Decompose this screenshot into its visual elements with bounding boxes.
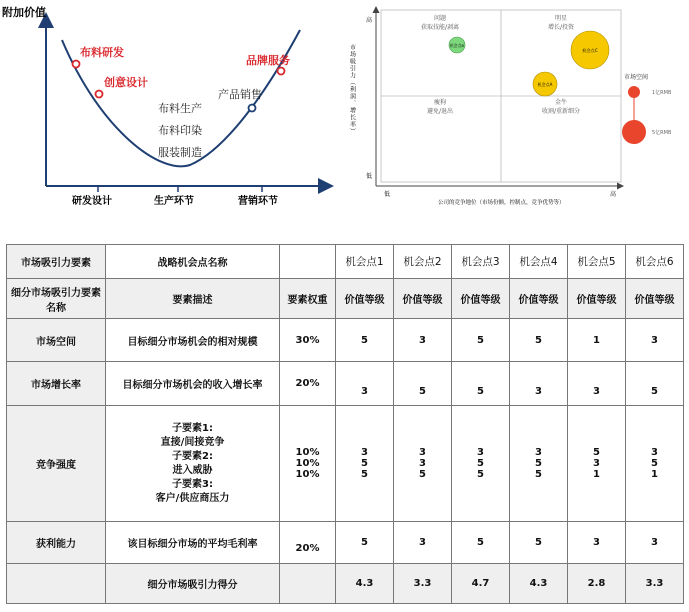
score-value: 4.7 — [452, 564, 510, 604]
table-subheader-row — [7, 279, 684, 319]
header-empty — [280, 245, 336, 279]
point-fabric-rd — [73, 61, 80, 68]
competition-values-2 — [394, 406, 452, 522]
header-option-3: 机会点3 — [452, 245, 510, 279]
competition-values-6 — [626, 406, 684, 522]
quadrant-dog-title: 瘦狗 — [433, 99, 447, 106]
label-fabric-production: 布料生产 — [158, 102, 202, 115]
competition-values-5 — [568, 406, 626, 522]
matrix-x-low: 低 — [384, 191, 391, 198]
subheader-value-level: 价值等级 — [336, 279, 394, 319]
sub-factor-weight: 10% — [295, 458, 320, 469]
row-value: 3 — [568, 522, 626, 564]
sub-value: 3 — [419, 458, 426, 469]
sub-factor-weight: 10% — [295, 469, 320, 480]
point-product-sales — [249, 105, 256, 112]
subheader-value-level: 价值等级 — [452, 279, 510, 319]
row-value: 1 — [568, 319, 626, 362]
sub-value: 5 — [651, 458, 658, 469]
legend-large-bubble — [622, 120, 646, 144]
legend-small-label: 1亿RMB — [652, 90, 672, 96]
header-factor: 市场吸引力要素 — [7, 245, 106, 279]
bcg-matrix-diagram — [340, 0, 689, 215]
row-factor-name: 竞争强度 — [7, 406, 106, 522]
x-tick-marketing: 营销环节 — [238, 196, 278, 207]
bubble-opportunity-b-label: 机会点B — [450, 43, 464, 48]
row-value: 3 — [394, 319, 452, 362]
row-value: 5 — [336, 319, 394, 362]
table-row — [7, 319, 684, 362]
x-tick-rd-design: 研发设计 — [72, 196, 112, 207]
row-factor-name: 获利能力 — [7, 522, 106, 564]
subheader-factor-name: 细分市场吸引力要素名称 — [7, 279, 106, 319]
sub-value: 5 — [419, 469, 426, 480]
legend-large-label: 5亿RMB — [652, 130, 672, 136]
competition-weights — [280, 406, 336, 522]
market-attractiveness-table — [6, 244, 684, 604]
header-option-5: 机会点5 — [568, 245, 626, 279]
row-value: 3 — [626, 319, 684, 362]
bubble-opportunity-a-label: 机会点A — [537, 82, 553, 87]
sub-value: 3 — [593, 458, 600, 469]
row-weight: 20% — [280, 362, 336, 406]
sub-value: 3 — [361, 447, 368, 458]
row-value: 5 — [452, 362, 510, 406]
matrix-y-low: 低 — [366, 173, 373, 180]
quadrant-question-title: 问题 — [433, 15, 447, 22]
sub-factor-desc: 客户/供应商压力 — [155, 492, 230, 504]
point-brand-service — [278, 68, 285, 75]
point-creative-design — [96, 91, 103, 98]
quadrant-cow-title: 金牛 — [554, 99, 568, 106]
sub-value: 5 — [477, 458, 484, 469]
sub-value: 5 — [535, 469, 542, 480]
row-description: 目标细分市场机会的收入增长率 — [106, 362, 280, 406]
sub-value: 3 — [651, 447, 658, 458]
header-option-2: 机会点2 — [394, 245, 452, 279]
label-creative-design: 创意设计 — [104, 76, 148, 89]
matrix-x-high: 高 — [610, 191, 617, 198]
row-value: 5 — [394, 362, 452, 406]
sub-value: 5 — [535, 458, 542, 469]
sub-factor-title: 子要素3: — [172, 478, 213, 490]
sub-value: 3 — [477, 447, 484, 458]
row-value: 5 — [510, 522, 568, 564]
score-value: 4.3 — [510, 564, 568, 604]
subheader-value-level: 价值等级 — [510, 279, 568, 319]
subheader-weight: 要素权重 — [280, 279, 336, 319]
smile-curve-diagram — [0, 0, 340, 215]
sub-factor-weight: 10% — [295, 447, 320, 458]
subheader-value-level: 价值等级 — [568, 279, 626, 319]
sub-value: 1 — [651, 469, 658, 480]
row-value: 3 — [510, 362, 568, 406]
bubble-opportunity-c-label: 机会点C — [582, 48, 598, 53]
table-header-row — [7, 245, 684, 279]
row-value: 3 — [336, 362, 394, 406]
sub-value: 5 — [593, 447, 600, 458]
row-description: 该目标细分市场的平均毛利率 — [106, 522, 280, 564]
quadrant-star-title: 明星 — [554, 15, 568, 22]
quadrant-dog-sub: 避免/退出 — [426, 108, 454, 115]
label-product-sales: 产品销售 — [218, 88, 262, 101]
header-opportunity-name: 战略机会点名称 — [106, 245, 280, 279]
table-row-competition — [7, 406, 684, 522]
legend-small-bubble — [628, 86, 640, 98]
sub-factor-title: 子要素1: — [172, 422, 213, 434]
competition-values-3 — [452, 406, 510, 522]
table-score-row — [7, 564, 684, 604]
score-weight-empty — [280, 564, 336, 604]
score-value: 3.3 — [394, 564, 452, 604]
legend-title: 市场空间 — [624, 74, 649, 81]
header-option-1: 机会点1 — [336, 245, 394, 279]
label-brand-service: 品牌服务 — [246, 54, 290, 67]
competition-sub-descriptions — [106, 406, 280, 522]
score-value: 4.3 — [336, 564, 394, 604]
competition-values-1 — [336, 406, 394, 522]
row-value: 3 — [394, 522, 452, 564]
row-factor-name: 市场增长率 — [7, 362, 106, 406]
sub-value: 5 — [477, 469, 484, 480]
quadrant-cow-sub: 收割/重新细分 — [541, 108, 581, 115]
row-weight: 20% — [280, 522, 336, 564]
table-row — [7, 522, 684, 564]
row-value: 3 — [568, 362, 626, 406]
score-label: 细分市场吸引力得分 — [106, 564, 280, 604]
header-option-4: 机会点4 — [510, 245, 568, 279]
sub-factor-desc: 进入威胁 — [172, 464, 213, 476]
sub-value: 5 — [361, 469, 368, 480]
sub-value: 5 — [361, 458, 368, 469]
label-garment-manufacturing: 服装制造 — [158, 146, 202, 159]
row-description: 目标细分市场机会的相对规模 — [106, 319, 280, 362]
row-value: 3 — [626, 522, 684, 564]
row-value: 5 — [626, 362, 684, 406]
label-fabric-rd: 布料研发 — [80, 46, 124, 59]
x-tick-production: 生产环节 — [154, 196, 194, 207]
subheader-value-level: 价值等级 — [626, 279, 684, 319]
sub-factor-title: 子要素2: — [172, 450, 213, 462]
y-axis-label: 附加价值 — [2, 6, 46, 19]
sub-value: 3 — [419, 447, 426, 458]
subheader-description: 要素描述 — [106, 279, 280, 319]
score-value: 2.8 — [568, 564, 626, 604]
header-option-6: 机会点6 — [626, 245, 684, 279]
matrix-y-axis-label: 市场吸引力（利润、增长率） — [348, 44, 356, 135]
table-row — [7, 362, 684, 406]
row-factor-name: 市场空间 — [7, 319, 106, 362]
sub-value: 3 — [535, 447, 542, 458]
sub-factor-desc: 直接/间接竞争 — [160, 436, 225, 448]
sub-value: 1 — [593, 469, 600, 480]
quadrant-question-sub: 获取技能/剥离 — [420, 24, 460, 31]
row-weight: 30% — [280, 319, 336, 362]
row-value: 5 — [452, 319, 510, 362]
quadrant-star-sub: 增长/投资 — [547, 24, 575, 31]
label-fabric-printing: 布料印染 — [158, 124, 202, 137]
matrix-y-high: 高 — [366, 17, 373, 24]
row-value: 5 — [336, 522, 394, 564]
score-value: 3.3 — [626, 564, 684, 604]
matrix-x-axis-label: 公司的竞争地位（市场份额，控制点，竞争优势等） — [438, 200, 565, 206]
row-value: 5 — [452, 522, 510, 564]
competition-values-4 — [510, 406, 568, 522]
row-value: 5 — [510, 319, 568, 362]
subheader-value-level: 价值等级 — [394, 279, 452, 319]
score-empty — [7, 564, 106, 604]
